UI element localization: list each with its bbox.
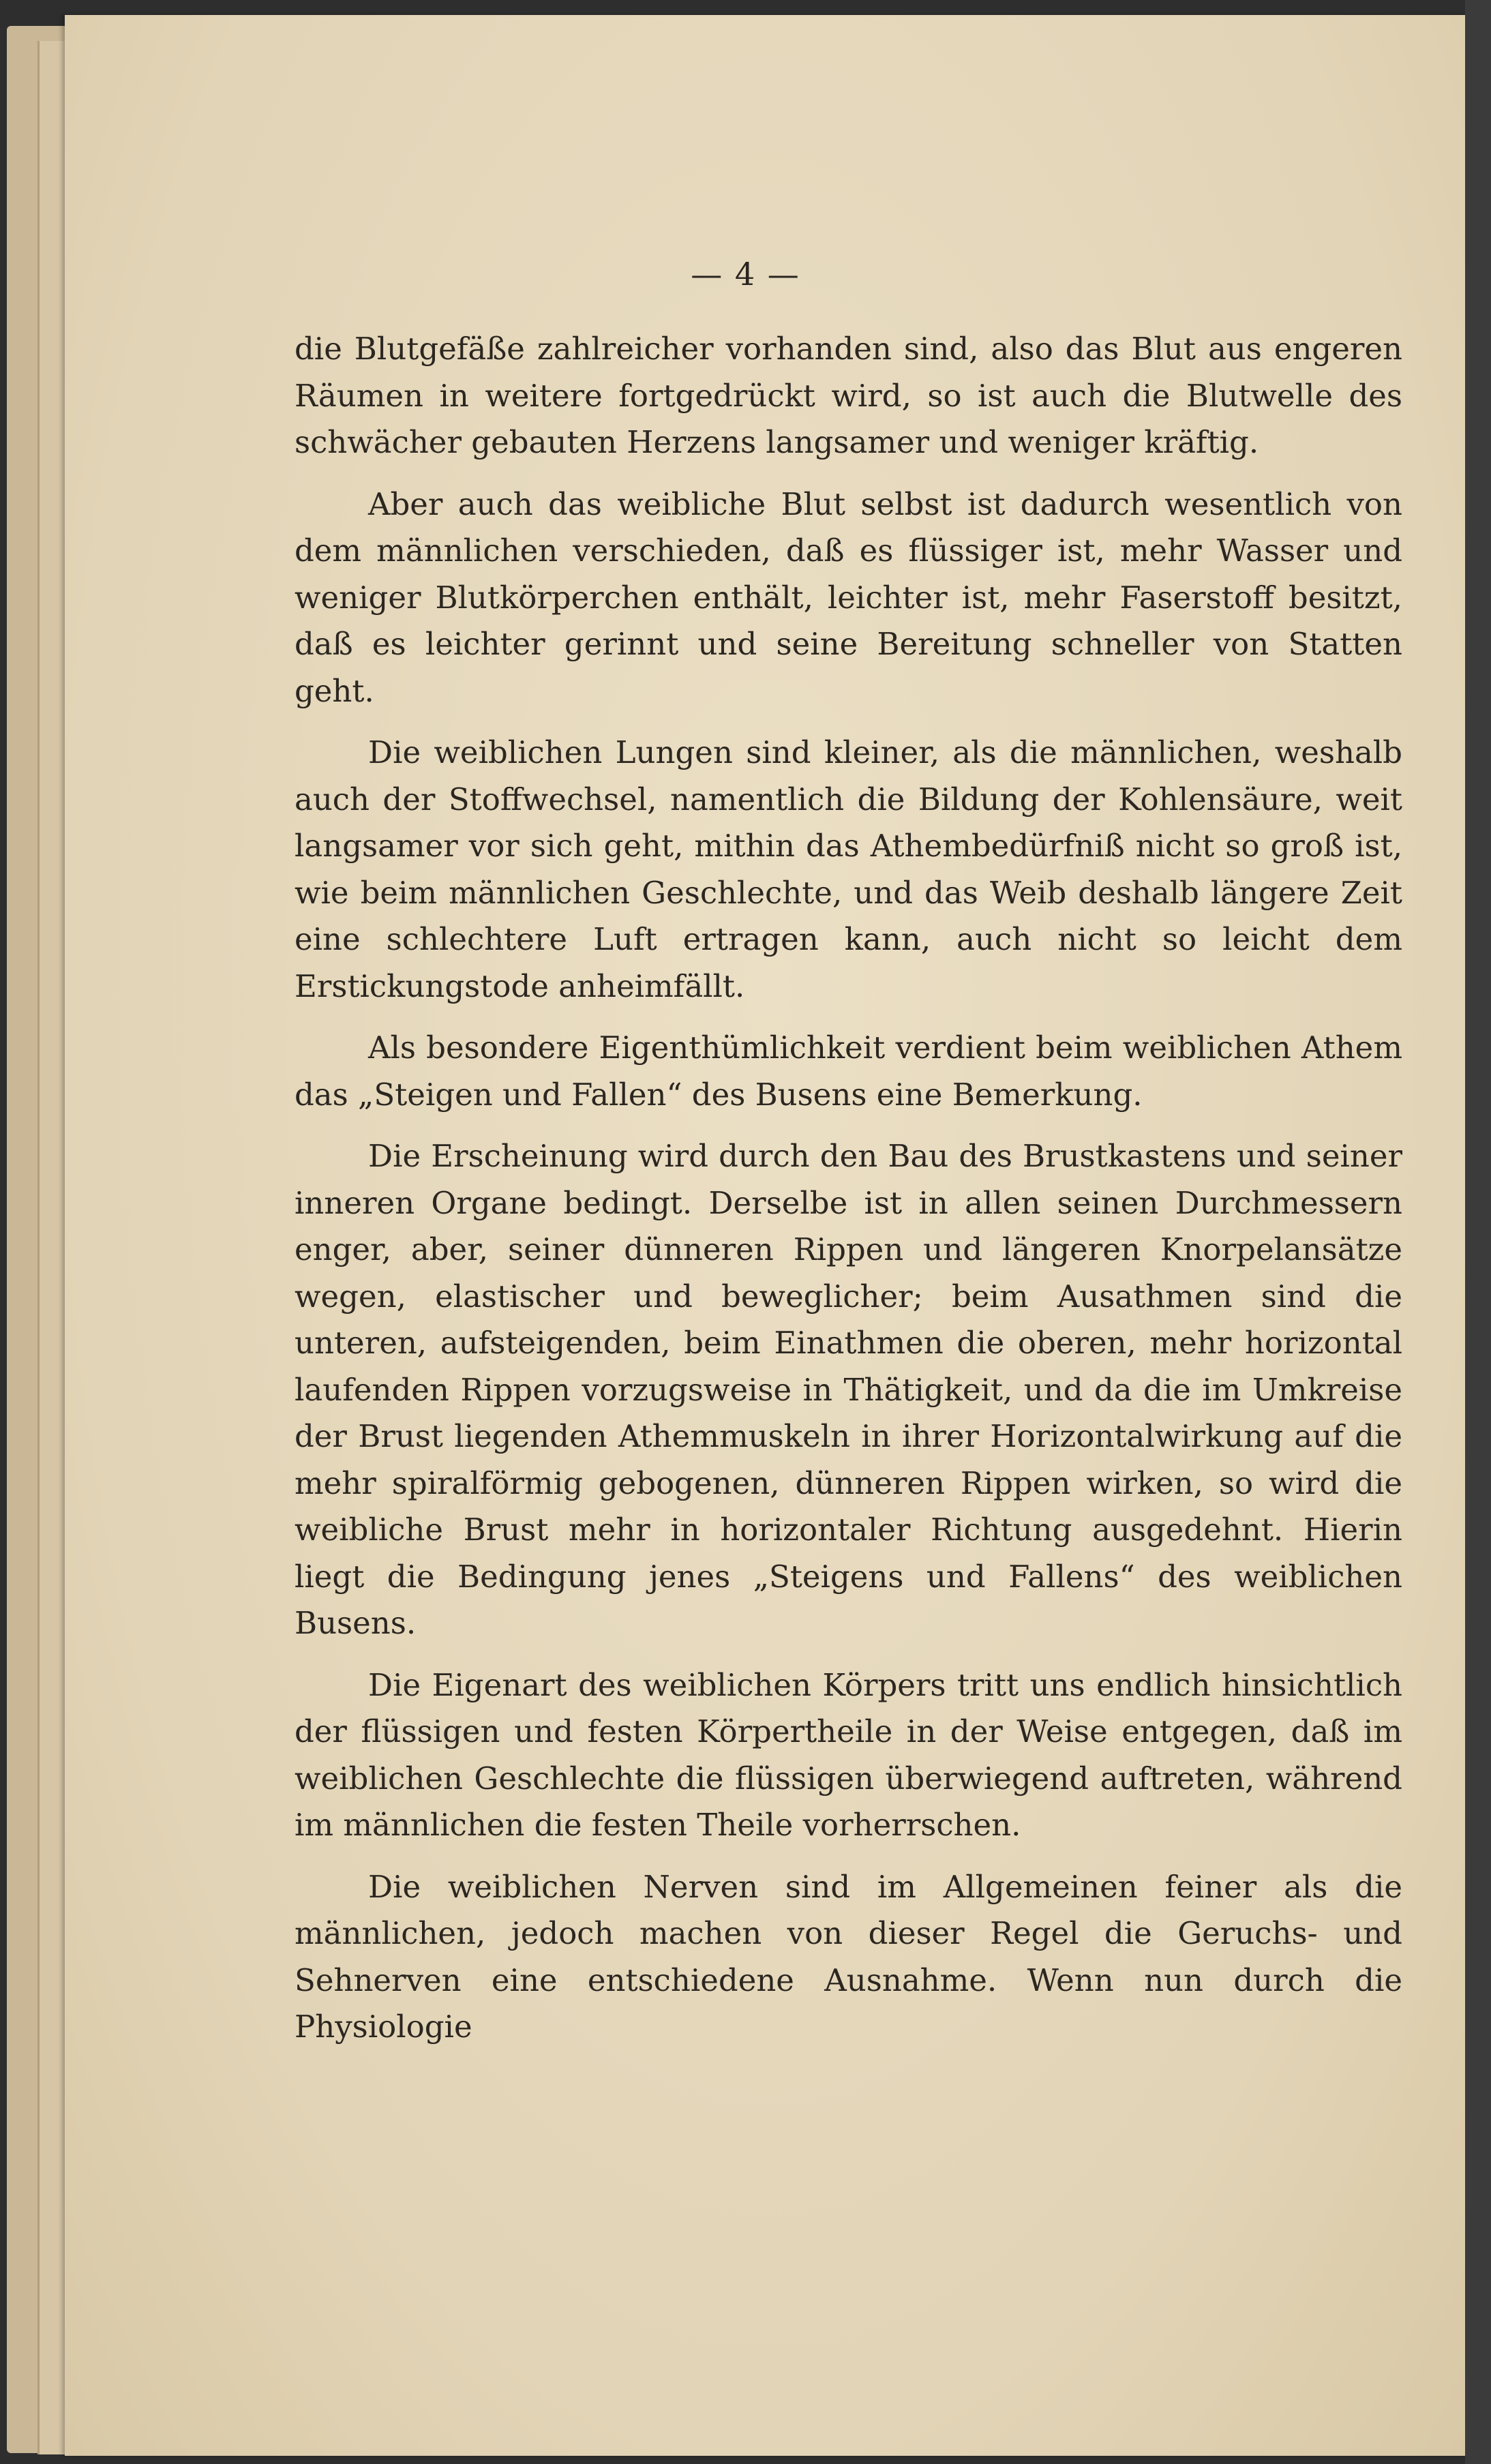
paragraph: Die weiblichen Lungen sind kleiner, als die männlichen, weshalb auch der Stoffwechsel, namentlich die Bildung der Kohlensäure, weit langsamer vor sich geht, mithin das Athembedürfniß nicht so groß ist, wie beim männlichen Geschlechte, und das Weib deshalb längere Zeit eine schlechtere Luft ertragen kann, auch nicht so leicht dem Erstickungstode anheimfällt.: [295, 734, 1402, 1004]
paragraph: Die Erscheinung wird durch den Bau des Brustkastens und seiner inneren Organe bedingt. Derselbe ist in allen seinen Durchmessern enger, aber, seiner dünneren Rippen und längeren Knorpelansätze wegen, elastischer und beweglicher; beim Ausathmen sind die unteren, aufsteigenden, beim Einathmen die oberen, mehr horizontal laufenden Rippen vorzugsweise in Thätigkeit, und da die im Umkreise der Brust liegenden Athemmuskeln in ihrer Horizontalwirkung auf die mehr spiralförmig gebogenen, dünneren Rippen wirken, so wird die weibliche Brust mehr in horizontaler Richtung ausgedehnt. Hierin liegt die Bedingung jenes „Steigens und Fallens“ des weiblichen Busens.: [295, 1138, 1402, 1641]
page-number: — 4 —: [691, 256, 800, 292]
scan-margin-right: [1465, 0, 1491, 2464]
paragraph: Aber auch das weibliche Blut selbst ist dadurch wesentlich von dem männlichen verschieden, daß es flüssiger ist, mehr Wasser und weniger Blutkörperchen enthält, leichter ist, mehr Faserstoff besitzt, daß es leichter gerinnt und seine Bereitung schneller von Statten geht.: [295, 485, 1402, 709]
paragraph: die Blutgefäße zahlreicher vorhanden sind, also das Blut aus engeren Räumen in weitere fortgedrückt wird, so ist auch die Blutwelle des schwächer gebauten Herzens langsamer und weniger kräftig.: [295, 331, 1402, 460]
paragraph: Als besondere Eigenthümlichkeit verdient beim weiblichen Athem das „Steigen und Fallen“ des Busens eine Bemerkung.: [295, 1030, 1402, 1113]
paragraph: Die weiblichen Nerven sind im Allgemeinen feiner als die männlichen, jedoch machen von dieser Regel die Geruchs- und Sehnerven eine entschiedene Ausnahme. Wenn nun durch die Physiologie: [295, 1868, 1402, 2045]
paragraph: Die Eigenart des weiblichen Körpers tritt uns endlich hinsichtlich der flüssigen und festen Körpertheile in der Weise entgegen, daß im weiblichen Geschlechte die flüssigen überwiegend auftreten, während im männlichen die festen Theile vorherrschen.: [295, 1666, 1402, 1843]
body-text: [295, 326, 1402, 2066]
